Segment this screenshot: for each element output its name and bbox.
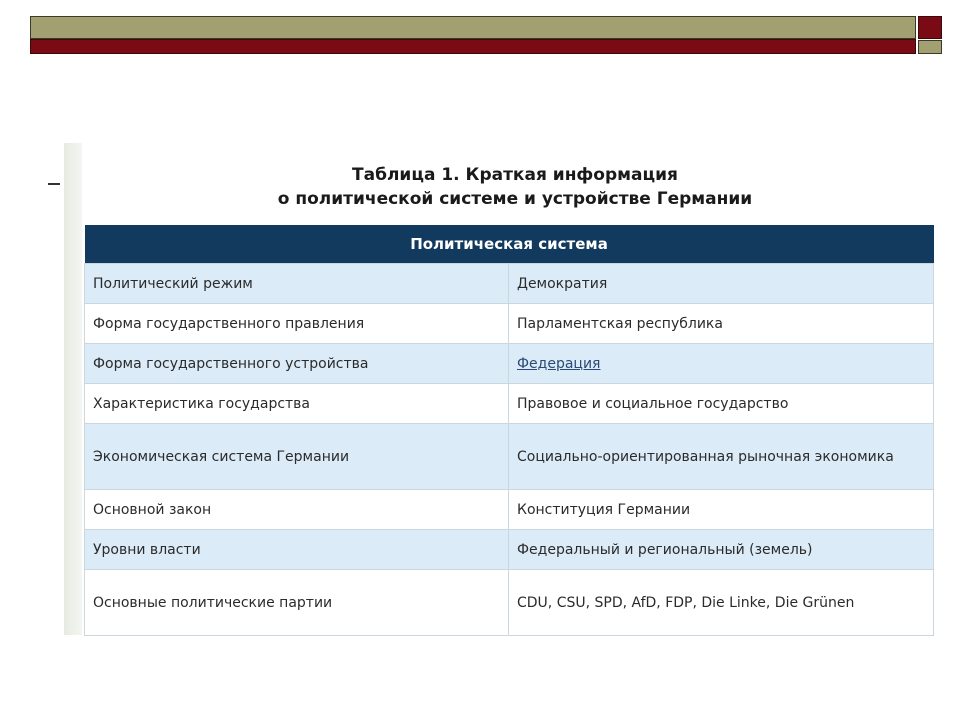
row-value: Федеральный и региональный (земель) [509, 530, 934, 570]
header-olive-square [918, 40, 942, 54]
political-system-table [84, 225, 934, 636]
table-row [85, 344, 934, 384]
header-maroon-square [918, 16, 942, 39]
table-row [85, 490, 934, 530]
row-label: Экономическая система Германии [85, 424, 509, 490]
table-row [85, 424, 934, 490]
table-row [85, 384, 934, 424]
caption-line-1: Таблица 1. Краткая информация [352, 165, 678, 185]
table-row [85, 530, 934, 570]
row-label: Политический режим [85, 264, 509, 304]
row-value: Правовое и социальное государство [509, 384, 934, 424]
page-edge-strip [64, 143, 82, 635]
caption-line-2: о политической системе и устройстве Германии [277, 189, 753, 209]
row-label: Характеристика государства [85, 384, 509, 424]
row-label: Основные политические партии [85, 570, 509, 636]
row-value: Парламентская республика [509, 304, 934, 344]
row-label: Уровни власти [85, 530, 509, 570]
row-label: Форма государственного правления [85, 304, 509, 344]
table-caption [82, 143, 934, 211]
row-value [509, 344, 934, 384]
header-maroon-bar [30, 39, 916, 54]
table-image [82, 143, 934, 635]
bullet-dash [48, 183, 60, 185]
row-value: Демократия [509, 264, 934, 304]
row-label: Основной закон [85, 490, 509, 530]
federation-link[interactable]: Федерация [517, 355, 601, 372]
row-value: CDU, CSU, SPD, AfD, FDP, Die Linke, Die Grünen [509, 570, 934, 636]
slide-header-bars [30, 16, 942, 54]
row-value: Социально-ориентированная рыночная экономика [509, 424, 934, 490]
row-value: Конституция Германии [509, 490, 934, 530]
row-label: Форма государственного устройства [85, 344, 509, 384]
table-row [85, 570, 934, 636]
table-row [85, 264, 934, 304]
table-header: Политическая система [85, 225, 934, 264]
header-olive-bar [30, 16, 916, 39]
table-row [85, 304, 934, 344]
